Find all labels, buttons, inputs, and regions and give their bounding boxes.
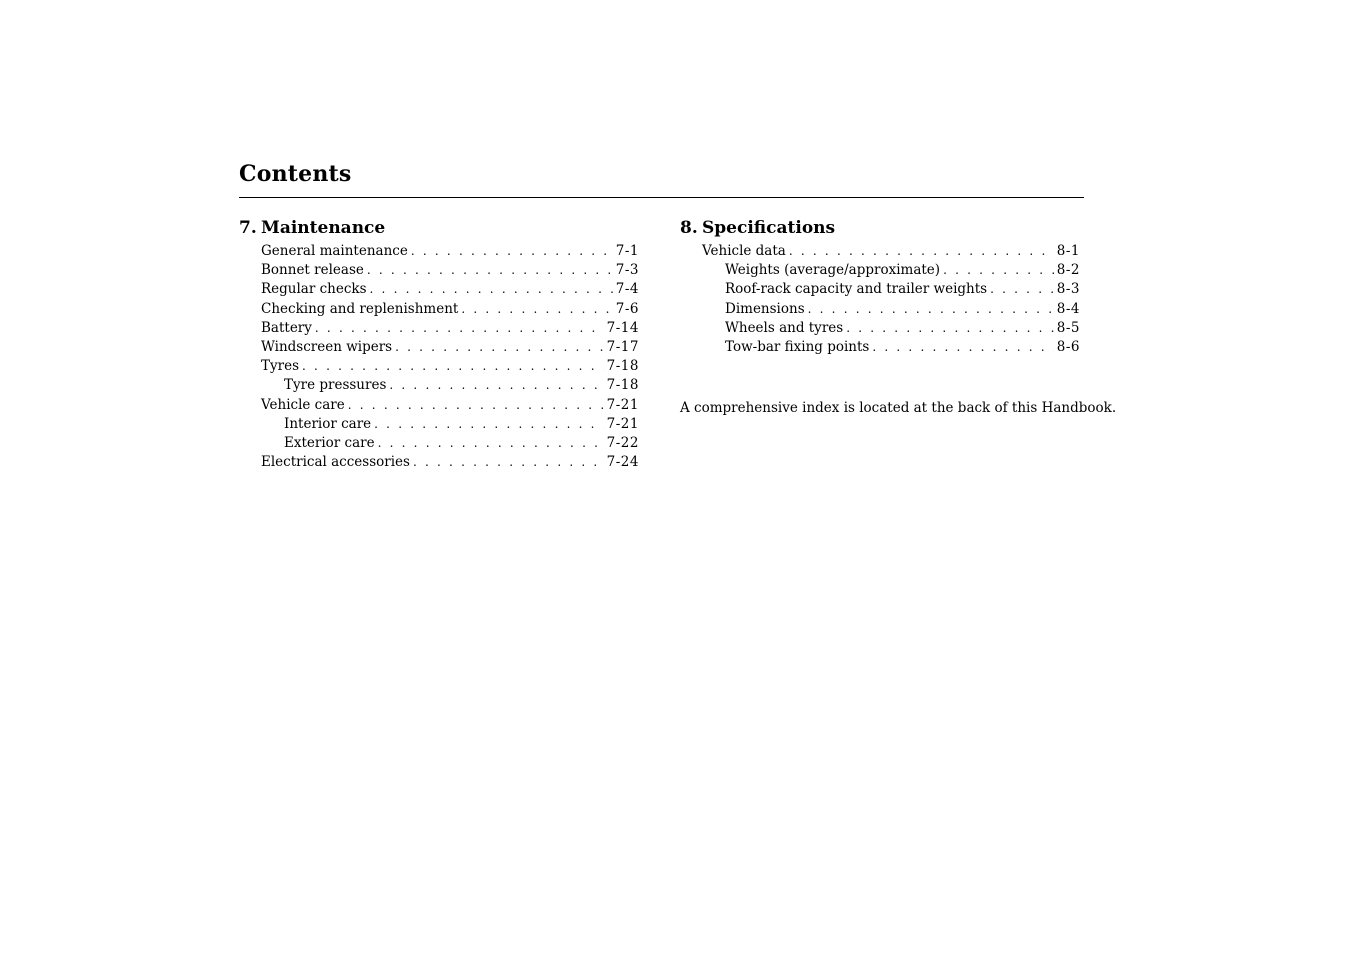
- toc-entry[interactable]: [239, 396, 639, 415]
- section-number: 7.: [239, 218, 257, 238]
- dot-leader: [789, 242, 1054, 261]
- section-specifications: [680, 216, 1084, 357]
- toc-entry-label: Weights (average/approximate): [725, 262, 941, 279]
- dot-leader: [315, 319, 604, 338]
- toc-list: [680, 242, 1084, 357]
- toc-entry-page-number: 7-24: [606, 454, 639, 471]
- toc-entry-page-number: 7-21: [606, 415, 639, 432]
- section-title: Specifications: [702, 218, 836, 238]
- toc-entry-page-number: 8-4: [1056, 300, 1080, 317]
- toc-entry-page-number: 8-1: [1056, 243, 1080, 259]
- toc-entry-label: Exterior care: [284, 434, 375, 451]
- section-title: Maintenance: [261, 218, 386, 238]
- toc-entry-label: Checking and replenishment: [261, 300, 459, 317]
- index-note: A comprehensive index is located at the back of this Handbook.: [680, 400, 1117, 416]
- toc-entry-page-number: 7-18: [606, 358, 639, 375]
- toc-entry[interactable]: [680, 261, 1084, 280]
- toc-entry-label: Windscreen wipers: [261, 338, 393, 355]
- dot-leader: [872, 338, 1053, 357]
- dot-leader: [413, 453, 604, 472]
- page-title: Contents: [239, 161, 352, 187]
- dot-leader: [370, 280, 613, 299]
- toc-entry-page-number: 7-14: [606, 319, 639, 336]
- title-divider: [239, 197, 1084, 198]
- toc-entry-label: Bonnet release: [261, 262, 364, 279]
- toc-entry-page-number: 7-18: [606, 377, 639, 394]
- toc-entry-page-number: 8-2: [1056, 262, 1080, 279]
- dot-leader: [395, 338, 604, 357]
- dot-leader: [348, 396, 604, 415]
- toc-entry-page-number: 7-17: [606, 338, 639, 355]
- dot-leader: [808, 300, 1054, 319]
- dot-leader: [367, 261, 613, 280]
- toc-entry-label: Tyre pressures: [284, 377, 387, 394]
- toc-entry[interactable]: [239, 261, 639, 280]
- dot-leader: [374, 415, 604, 434]
- section-maintenance: [239, 216, 639, 472]
- toc-entry-page-number: 8-3: [1056, 281, 1080, 298]
- toc-entry[interactable]: [239, 376, 639, 395]
- dot-leader: [389, 376, 603, 395]
- toc-entry-label: Roof-rack capacity and trailer weights: [725, 281, 988, 298]
- toc-entry[interactable]: [239, 415, 639, 434]
- toc-entry[interactable]: [680, 338, 1084, 357]
- section-number: 8.: [680, 218, 698, 238]
- dot-leader: [302, 357, 604, 376]
- section-heading: [680, 216, 1084, 240]
- toc-entry[interactable]: [680, 280, 1084, 299]
- toc-entry-page-number: 7-21: [606, 396, 639, 413]
- toc-entry-page-number: 8-5: [1056, 319, 1080, 336]
- toc-entry-label: General maintenance: [261, 243, 408, 259]
- toc-entry[interactable]: [239, 319, 639, 338]
- toc-entry-label: Vehicle care: [261, 396, 345, 413]
- toc-entry-page-number: 7-22: [606, 434, 639, 451]
- section-heading: [239, 216, 639, 240]
- toc-entry-label: Battery: [261, 319, 312, 336]
- toc-entry[interactable]: [680, 300, 1084, 319]
- toc-entry[interactable]: [680, 242, 1084, 261]
- toc-entry-label: Interior care: [284, 415, 372, 432]
- toc-entry-label: Tow-bar fixing points: [725, 338, 870, 355]
- toc-entry[interactable]: [239, 338, 639, 357]
- toc-entry-page-number: 7-4: [615, 281, 639, 298]
- toc-entry-page-number: 7-3: [615, 262, 639, 279]
- toc-entry[interactable]: [680, 319, 1084, 338]
- toc-entry[interactable]: [239, 357, 639, 376]
- dot-leader: [943, 261, 1054, 280]
- dot-leader: [411, 242, 613, 261]
- toc-list: [239, 242, 639, 472]
- toc-entry[interactable]: [239, 300, 639, 319]
- toc-entry-page-number: 7-1: [615, 243, 639, 259]
- toc-entry[interactable]: [239, 453, 639, 472]
- toc-entry[interactable]: [239, 434, 639, 453]
- toc-entry-label: Wheels and tyres: [725, 319, 844, 336]
- dot-leader: [461, 300, 612, 319]
- toc-entry-label: Regular checks: [261, 281, 367, 298]
- toc-entry-page-number: 8-6: [1056, 338, 1080, 355]
- dot-leader: [990, 280, 1054, 299]
- dot-leader: [378, 434, 604, 453]
- dot-leader: [846, 319, 1054, 338]
- toc-entry-page-number: 7-6: [615, 300, 639, 317]
- toc-entry[interactable]: [239, 280, 639, 299]
- toc-entry-label: Electrical accessories: [261, 454, 410, 471]
- toc-entry[interactable]: [239, 242, 639, 261]
- toc-entry-label: Tyres: [261, 358, 300, 375]
- toc-entry-label: Vehicle data: [702, 243, 786, 259]
- toc-entry-label: Dimensions: [725, 300, 805, 317]
